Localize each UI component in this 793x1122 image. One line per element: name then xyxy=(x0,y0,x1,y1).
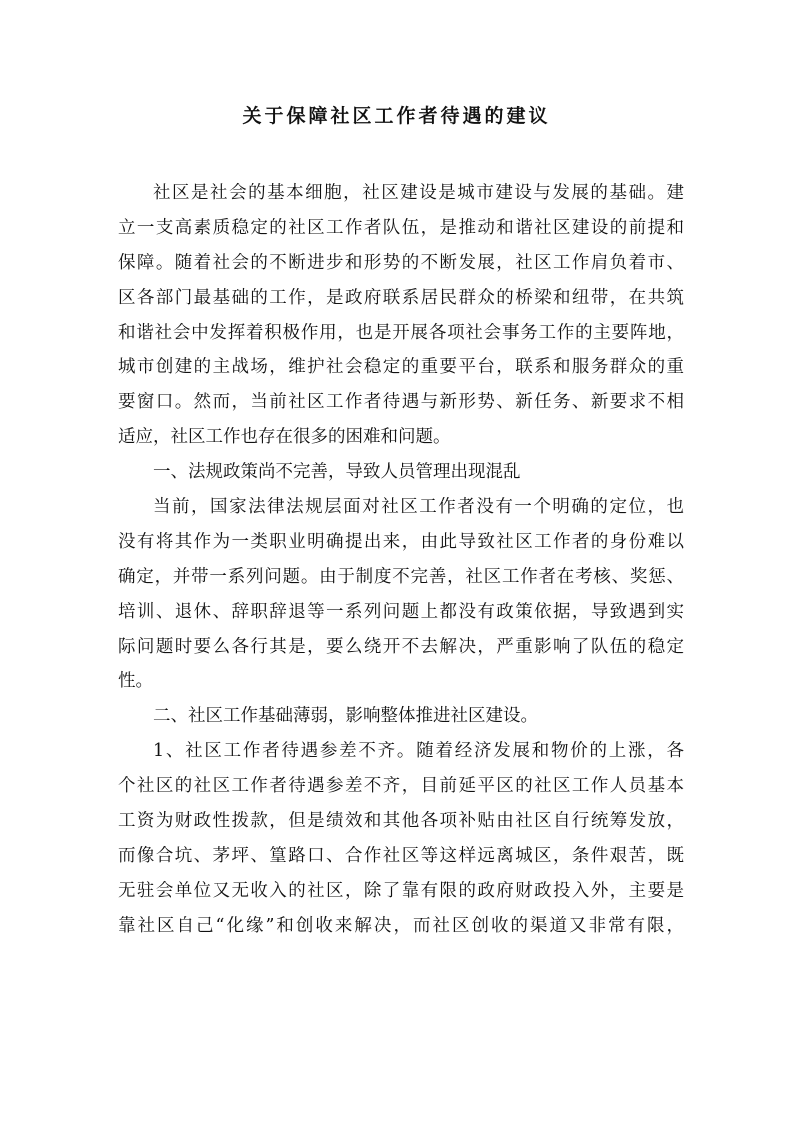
text-line: 当前，国家法律法规层面对社区工作者没有一个明确的定位，也 xyxy=(153,497,684,518)
text-line: 际问题时要么各行其是，要么绕开不去解决，严重影响了队伍的稳定 xyxy=(118,636,684,657)
text-line: 没有将其作为一类职业明确提出来，由此导致社区工作者的身份难以 xyxy=(118,531,684,552)
text-line: 靠社区自己“化缘”和创收来解决，而社区创收的渠道又非常有限， xyxy=(118,915,684,936)
text-line: 培训、退休、辞职辞退等一系列问题上都没有政策依据，导致遇到实 xyxy=(118,601,684,622)
text-line: 要窗口。然而，当前社区工作者待遇与新形势、新任务、新要求不相 xyxy=(118,392,684,413)
text-line: 无驻会单位又无收入的社区，除了靠有限的政府财政投入外，主要是 xyxy=(118,880,684,901)
text-line: 社区是社会的基本细胞，社区建设是城市建设与发展的基础。建 xyxy=(153,183,684,203)
text-line: 确定，并带一系列问题。由于制度不完善，社区工作者在考核、奖惩、 xyxy=(118,566,684,587)
text-line: 区各部门最基础的工作，是政府联系居民群众的桥梁和纽带，在共筑 xyxy=(118,287,684,308)
document-body xyxy=(118,176,684,944)
text-line: 而像合坑、茅坪、篁路口、合作社区等这样远离城区，条件艰苦，既 xyxy=(118,845,684,866)
text-line: 性。 xyxy=(118,671,153,692)
text-line: 和谐社会中发挥着积极作用，也是开展各项社会事务工作的主要阵地， xyxy=(118,322,684,343)
text-line: 个社区的社区工作者待遇参差不齐，目前延平区的社区工作人员基本 xyxy=(118,776,684,797)
text-line: 适应，社区工作也存在很多的困难和问题。 xyxy=(118,427,451,448)
text-line: 1、社区工作者待遇参差不齐。随着经济发展和物价的上涨，各 xyxy=(153,741,684,762)
text-line: 保障。随着社会的不断进步和形势的不断发展，社区工作肩负着市、 xyxy=(118,252,684,273)
document-title: 关于保障社区工作者待遇的建议 xyxy=(242,105,551,127)
text-line: 二、社区工作基础薄弱，影响整体推进社区建设。 xyxy=(153,706,538,727)
text-line: 立一支高素质稳定的社区工作者队伍，是推动和谐社区建设的前提和 xyxy=(118,217,684,238)
text-line: 一、法规政策尚不完善，导致人员管理出现混乱 xyxy=(153,462,521,483)
text-line: 工资为财政性拨款，但是绩效和其他各项补贴由社区自行统筹发放， xyxy=(118,811,684,832)
text-line: 城市创建的主战场，维护社会稳定的重要平台，联系和服务群众的重 xyxy=(118,357,684,378)
